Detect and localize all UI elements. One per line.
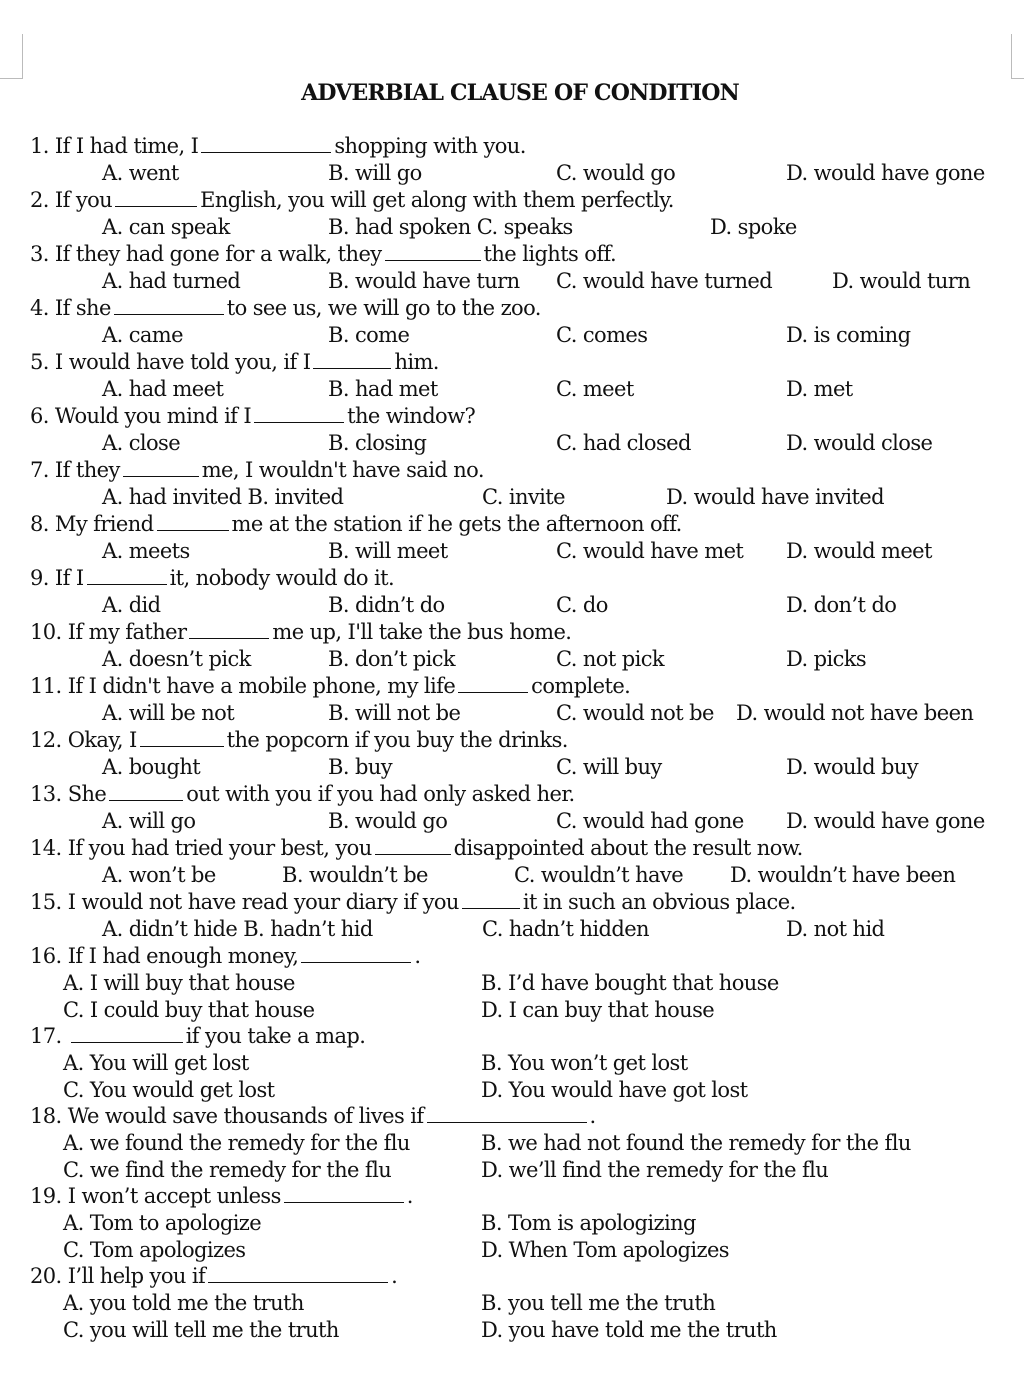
answer-blank: [157, 512, 229, 531]
question-item: [30, 781, 1015, 835]
option-b: B. closing: [328, 431, 427, 455]
option-a: A. bought: [102, 755, 201, 779]
option-row: [30, 214, 1015, 241]
question-item: [30, 403, 1015, 457]
option-b: B. wouldn’t be: [282, 863, 428, 887]
question-item: [30, 511, 1015, 565]
question-number: 13.: [30, 782, 62, 806]
option-a: A. doesn’t pick: [102, 647, 251, 671]
option-c: C. will buy: [556, 755, 662, 779]
question-text-after: me, I wouldn't have said no.: [201, 458, 484, 482]
option-row: [30, 1157, 1015, 1184]
question-text-after: complete.: [531, 674, 631, 698]
option-b: B. buy: [328, 755, 393, 779]
answer-blank: [189, 620, 269, 639]
question-stem: [30, 727, 1015, 754]
question-item: [30, 187, 1015, 241]
option-d: D. You would have got lost: [481, 1077, 748, 1102]
answer-blank: [123, 458, 199, 477]
option-c: C. wouldn’t have: [514, 863, 684, 887]
answer-blank: [301, 944, 411, 963]
option-d: D. wouldn’t have been: [730, 863, 956, 887]
option-a: A. close: [102, 431, 181, 455]
question-number: 10.: [30, 620, 62, 644]
option-c: C. had closed: [556, 431, 691, 455]
option-row: [30, 1210, 1015, 1237]
question-text-after: shopping with you.: [334, 134, 526, 158]
option-row: [30, 916, 1015, 943]
option-c: C. we find the remedy for the flu: [63, 1157, 392, 1182]
question-text-after: the window?: [347, 404, 476, 428]
option-row: [30, 862, 1015, 889]
option-b: B. Tom is apologizing: [481, 1211, 696, 1235]
question-number: 2.: [30, 188, 49, 212]
option-d: D. picks: [786, 647, 867, 671]
answer-blank: [201, 134, 331, 153]
question-stem: [30, 241, 1015, 268]
option-c: C. would not be: [556, 701, 714, 725]
option-a: A. meets: [102, 539, 190, 563]
option-row: [30, 970, 1015, 997]
answer-blank: [284, 1184, 404, 1203]
option-row: [30, 1050, 1015, 1077]
question-text-before: Would you mind if I: [54, 404, 252, 428]
option-a: A. had invited B. invited: [102, 485, 344, 509]
option-a: A. had meet: [102, 377, 224, 401]
option-a: A. can speak: [102, 215, 230, 239]
question-item: [30, 673, 1015, 727]
question-item: [30, 619, 1015, 673]
option-c: C. do: [556, 593, 608, 617]
option-b: B. had spoken C. speaks: [328, 215, 573, 239]
option-b: B. don’t pick: [328, 647, 456, 671]
option-a: A. will be not: [102, 701, 235, 725]
question-item: [30, 835, 1015, 889]
question-list: [30, 133, 1015, 1343]
question-text-before: My friend: [54, 512, 154, 536]
option-a: A. did: [102, 593, 161, 617]
question-number: 8.: [30, 512, 49, 536]
question-item: [30, 295, 1015, 349]
option-b: B. will go: [328, 161, 422, 185]
question-stem: [30, 349, 1015, 376]
question-number: 14.: [30, 836, 62, 860]
question-text-before: We would save thousands of lives if: [67, 1104, 424, 1128]
option-row: [30, 646, 1015, 673]
question-text-after: English, you will get along with them perfectly.: [200, 188, 674, 212]
option-c: C. would have turned: [556, 269, 773, 293]
question-number: 7.: [30, 458, 49, 482]
question-item: [30, 241, 1015, 295]
question-text-before: If she: [54, 296, 111, 320]
option-row: [30, 484, 1015, 511]
question-stem: [30, 943, 1015, 970]
answer-blank: [462, 890, 520, 909]
option-c: C. not pick: [556, 647, 664, 671]
answer-blank: [427, 1104, 587, 1123]
question-number: 16.: [30, 944, 62, 968]
answer-blank: [140, 728, 224, 747]
option-row: [30, 1290, 1015, 1317]
option-d: D. I can buy that house: [481, 997, 715, 1022]
question-number: 9.: [30, 566, 49, 590]
option-a: A. I will buy that house: [63, 971, 295, 995]
option-d: D. would turn: [832, 269, 971, 293]
question-text-before: If I had enough money,: [67, 944, 299, 968]
option-a: A. You will get lost: [63, 1051, 249, 1075]
answer-blank: [313, 350, 391, 369]
option-row: [30, 1130, 1015, 1157]
option-c: C. you will tell me the truth: [63, 1317, 339, 1342]
question-text-before: Okay, I: [67, 728, 137, 752]
option-d: D. would have gone: [786, 161, 985, 185]
answer-blank: [71, 1024, 183, 1043]
option-row: [30, 700, 1015, 727]
question-text-before: If my father: [67, 620, 187, 644]
question-stem: [30, 403, 1015, 430]
question-text-before: I won’t accept unless: [67, 1184, 281, 1208]
answer-blank: [254, 404, 344, 423]
option-row: [30, 1077, 1015, 1104]
question-number: 20.: [30, 1264, 62, 1288]
question-text-before: I’ll help you if: [67, 1264, 206, 1288]
question-number: 18.: [30, 1104, 62, 1128]
question-stem: [30, 511, 1015, 538]
question-text-before: If you had tried your best, you: [67, 836, 372, 860]
crop-mark-right: [1011, 34, 1024, 79]
answer-blank: [375, 836, 451, 855]
option-a: A. went: [102, 161, 179, 185]
option-a: A. we found the remedy for the flu: [63, 1131, 410, 1155]
page-title: ADVERBIAL CLAUSE OF CONDITION: [301, 80, 739, 106]
question-text-before: She: [67, 782, 107, 806]
option-c: C. would have met: [556, 539, 744, 563]
option-row: [30, 322, 1015, 349]
option-d: D. we’ll find the remedy for the flu: [481, 1157, 829, 1182]
question-number: 12.: [30, 728, 62, 752]
question-stem: [30, 889, 1015, 916]
option-d: D. would buy: [786, 755, 919, 779]
option-b: B. would go: [328, 809, 448, 833]
question-item: [30, 457, 1015, 511]
question-text-after: .: [391, 1264, 398, 1288]
question-stem: [30, 1263, 1015, 1290]
question-number: 1.: [30, 134, 49, 158]
question-text-after: disappointed about the result now.: [453, 836, 803, 860]
option-c: C. invite: [482, 485, 565, 509]
crop-mark-left: [0, 34, 23, 79]
option-b: B. didn’t do: [328, 593, 445, 617]
question-text-after: the popcorn if you buy the drinks.: [226, 728, 568, 752]
question-number: 3.: [30, 242, 49, 266]
option-row: [30, 538, 1015, 565]
question-item: [30, 1103, 1015, 1183]
option-d: D. don’t do: [786, 593, 897, 617]
question-item: [30, 133, 1015, 187]
question-number: 5.: [30, 350, 49, 374]
question-item: [30, 1023, 1015, 1103]
question-item: [30, 565, 1015, 619]
question-number: 15.: [30, 890, 62, 914]
option-row: [30, 376, 1015, 403]
answer-blank: [87, 566, 167, 585]
question-text-after: .: [414, 944, 421, 968]
option-b: B. will meet: [328, 539, 448, 563]
question-number: 6.: [30, 404, 49, 428]
option-d: D. When Tom apologizes: [481, 1237, 729, 1262]
option-d: D. would close: [786, 431, 933, 455]
question-item: [30, 349, 1015, 403]
answer-blank: [115, 188, 197, 207]
option-c: C. hadn’t hidden: [482, 917, 649, 941]
option-row: [30, 808, 1015, 835]
question-text-after: it, nobody would do it.: [169, 566, 395, 590]
option-d: D. would have invited: [666, 485, 884, 509]
option-d: D. met: [786, 377, 853, 401]
question-text-after: if you take a map.: [185, 1024, 366, 1048]
question-text-before: If they had gone for a walk, they: [54, 242, 382, 266]
question-text-before: If I had time, I: [54, 134, 199, 158]
answer-blank: [458, 674, 528, 693]
option-row: [30, 268, 1015, 295]
option-row: [30, 1237, 1015, 1264]
question-item: [30, 943, 1015, 1023]
option-a: A. won’t be: [102, 863, 216, 887]
option-row: [30, 592, 1015, 619]
option-c: C. You would get lost: [63, 1077, 275, 1102]
question-text-before: If they: [54, 458, 120, 482]
option-c: C. comes: [556, 323, 648, 347]
question-text-after: .: [589, 1104, 596, 1128]
option-b: B. had met: [328, 377, 438, 401]
question-text-after: the lights off.: [483, 242, 617, 266]
option-a: A. you told me the truth: [63, 1291, 304, 1315]
option-a: A. will go: [102, 809, 196, 833]
question-stem: [30, 619, 1015, 646]
question-text-after: it in such an obvious place.: [522, 890, 796, 914]
answer-blank: [114, 296, 224, 315]
question-item: [30, 1263, 1015, 1343]
question-stem: [30, 673, 1015, 700]
option-b: B. we had not found the remedy for the flu: [481, 1131, 911, 1155]
question-text-before: I would have told you, if I: [54, 350, 311, 374]
option-d: D. not hid: [786, 917, 885, 941]
question-text-before: I would not have read your diary if you: [67, 890, 459, 914]
option-d: D. is coming: [786, 323, 911, 347]
question-stem: [30, 835, 1015, 862]
question-number: 19.: [30, 1184, 62, 1208]
question-stem: [30, 187, 1015, 214]
option-a: A. came: [102, 323, 183, 347]
question-number: 17.: [30, 1024, 62, 1048]
option-a: A. didn’t hide B. hadn’t hid: [102, 917, 373, 941]
question-stem: [30, 1103, 1015, 1130]
answer-blank: [208, 1264, 388, 1283]
option-d: D. would have gone: [786, 809, 985, 833]
question-item: [30, 889, 1015, 943]
option-c: C. Tom apologizes: [63, 1237, 246, 1262]
question-text-after: me at the station if he gets the afternoon off.: [231, 512, 682, 536]
question-number: 11.: [30, 674, 62, 698]
option-row: [30, 997, 1015, 1024]
option-row: [30, 1317, 1015, 1344]
option-d: D. spoke: [710, 215, 797, 239]
option-row: [30, 754, 1015, 781]
option-d: D. you have told me the truth: [481, 1317, 777, 1342]
option-b: B. would have turn: [328, 269, 520, 293]
question-text-after: to see us, we will go to the zoo.: [226, 296, 541, 320]
question-item: [30, 727, 1015, 781]
question-stem: [30, 781, 1015, 808]
question-text-after: him.: [394, 350, 439, 374]
option-d: D. would not have been: [736, 701, 974, 725]
option-a: A. had turned: [102, 269, 241, 293]
question-item: [30, 1183, 1015, 1263]
answer-blank: [385, 242, 481, 261]
question-stem: [30, 295, 1015, 322]
question-stem: [30, 565, 1015, 592]
option-c: C. meet: [556, 377, 634, 401]
option-b: B. come: [328, 323, 410, 347]
question-stem: [30, 1183, 1015, 1210]
option-row: [30, 430, 1015, 457]
question-text-before: If you: [54, 188, 113, 212]
question-text-before: If I didn't have a mobile phone, my life: [67, 674, 456, 698]
option-c: C. would had gone: [556, 809, 744, 833]
option-row: [30, 160, 1015, 187]
question-stem: [30, 133, 1015, 160]
option-a: A. Tom to apologize: [63, 1211, 262, 1235]
option-c: C. I could buy that house: [63, 997, 315, 1022]
question-stem: [30, 1023, 1015, 1050]
option-b: B. you tell me the truth: [481, 1291, 716, 1315]
question-number: 4.: [30, 296, 49, 320]
option-c: C. would go: [556, 161, 676, 185]
option-b: B. I’d have bought that house: [481, 971, 779, 995]
question-text-before: If I: [54, 566, 84, 590]
answer-blank: [109, 782, 183, 801]
question-text-after: out with you if you had only asked her.: [186, 782, 575, 806]
option-b: B. will not be: [328, 701, 461, 725]
option-b: B. You won’t get lost: [481, 1051, 688, 1075]
question-text-after: .: [406, 1184, 413, 1208]
option-d: D. would meet: [786, 539, 932, 563]
question-text-after: me up, I'll take the bus home.: [272, 620, 572, 644]
question-stem: [30, 457, 1015, 484]
